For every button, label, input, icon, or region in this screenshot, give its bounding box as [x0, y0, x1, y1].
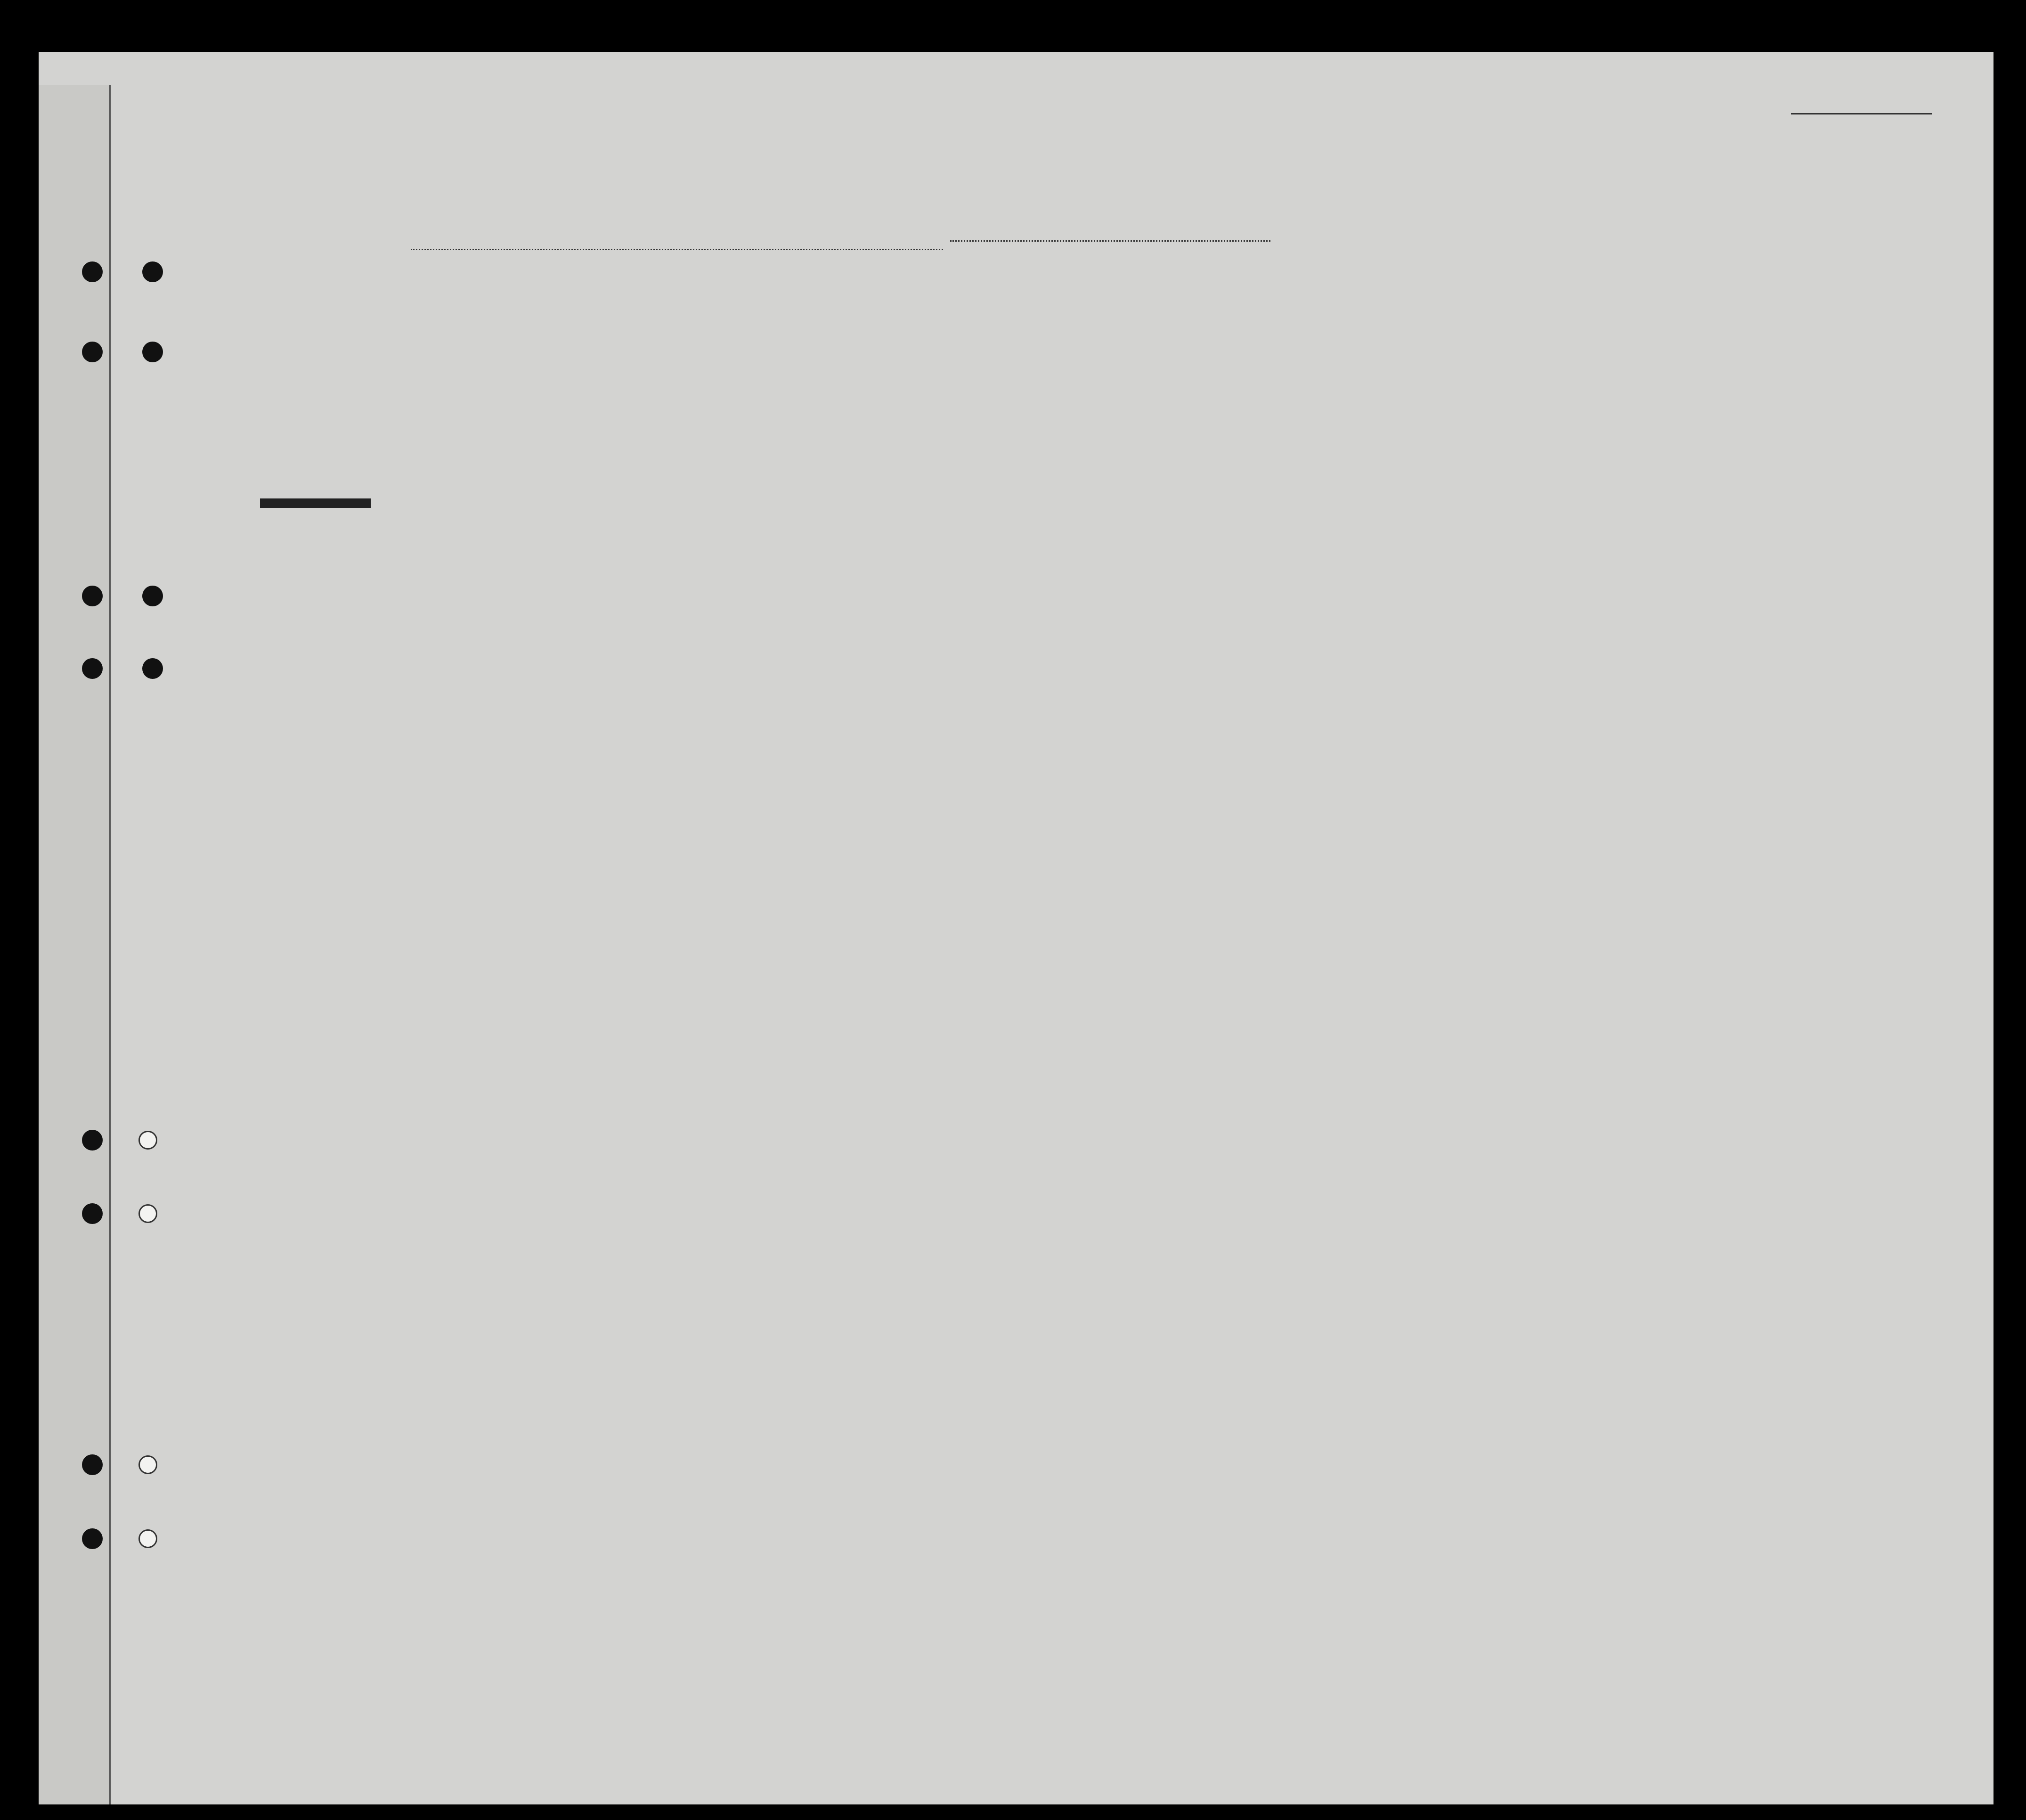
manifest-sheet — [39, 52, 1993, 1804]
manifest-grid — [39, 52, 1993, 1804]
entry-1-redaction — [260, 498, 371, 508]
